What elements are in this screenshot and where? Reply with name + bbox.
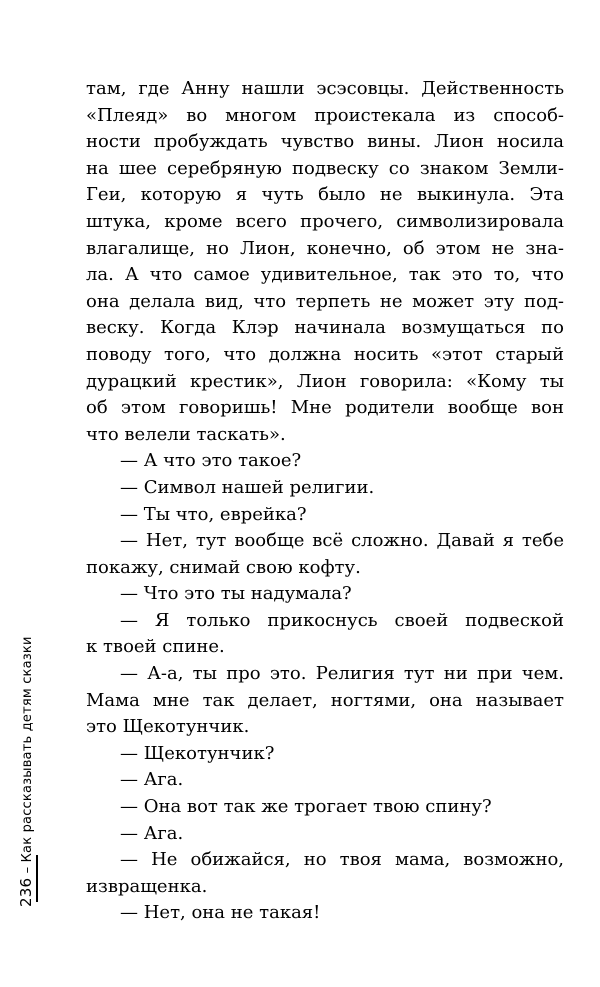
running-head [16,636,38,907]
dialog-line: — Ага. [120,769,184,791]
dialog-line: — Ты что, еврейка? [120,503,307,525]
dialog-line: — А что это такое? [120,450,302,472]
dialog-line: — Она вот так же трогает твою спину? [120,796,492,818]
text-line: ла. А что самое удивительное, так это то, что [86,264,564,286]
dialog-line: — Символ нашей религии. [120,476,375,498]
text-line: это Щекотунчик. [86,716,250,738]
text-line: покажу, снимай свою кофту. [86,556,361,578]
text-line: дурацкий крестик», Лион говорила: «Кому ты [86,370,564,392]
text-line: Геи, которую я чуть было не выкинула. Эта [86,184,564,206]
text-line: что велели таскать». [86,423,286,445]
text-line: штука, кроме всего прочего, символизировала [86,210,564,232]
dialog-line: — Щекотунчик? [120,742,275,764]
body-text [86,76,564,927]
text-line: на шее серебряную подвеску со знаком Земли- [86,157,564,179]
text-line: там, где Анну нашли эсэсовцы. Действенность [86,78,564,99]
dialog-line: — Нет, она не такая! [120,902,321,924]
text-line: Мама мне так делает, ногтями, она называет [86,689,564,711]
dialog-line: — Не обижайся, но твоя мама, возможно, [120,849,564,871]
text-line: «Плеяд» во многом проистекала из способ- [86,104,564,126]
running-head-title: Как рассказывать детям сказки [20,636,35,863]
text-line: к твоей спине. [86,636,225,658]
dialog-line: — Я только прикоснусь своей подвеской [120,609,564,631]
dialog-line: — Нет, тут вообще всё сложно. Давай я тебе [120,530,564,552]
text-line: она делала вид, что терпеть не может эту под- [86,290,564,312]
page-number: 236 [17,877,35,907]
running-head-dash: – [20,862,35,878]
text-line: извращенка. [86,875,208,897]
text-line: поводу того, что должна носить «этот старый [86,343,564,365]
dialog-line: — Ага. [120,822,184,844]
text-line: об этом говоришь! Мне родители вообще вон [86,397,564,419]
text-line: влагалище, но Лион, конечно, об этом не зна- [86,237,564,259]
text-line: ности пробуждать чувство вины. Лион носила [86,131,564,153]
text-line: веску. Когда Клэр начинала возмущаться по [86,317,564,339]
dialog-line: — Что это ты надумала? [120,583,352,605]
dialog-line: — А-а, ты про это. Религия тут ни при чем. [120,663,564,685]
